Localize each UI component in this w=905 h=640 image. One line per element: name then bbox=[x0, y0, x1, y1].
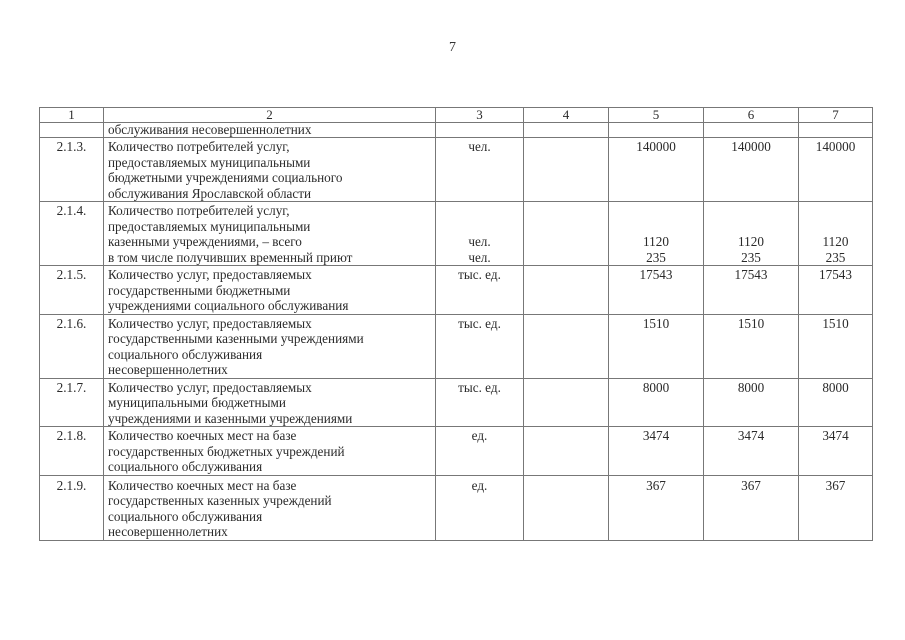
row-number: 2.1.9. bbox=[40, 475, 104, 540]
indicators-table bbox=[39, 107, 873, 541]
indicator-name bbox=[104, 314, 436, 378]
table-row bbox=[40, 266, 873, 315]
unit-cell-line: тыс. ед. bbox=[458, 379, 501, 395]
value-col7-line: 140000 bbox=[815, 139, 856, 154]
indicator-name-line: государственных казенных учреждений bbox=[108, 493, 332, 508]
value-col7 bbox=[799, 475, 873, 540]
value-col7 bbox=[799, 378, 873, 427]
indicator-name-line: государственными бюджетными bbox=[108, 282, 291, 298]
column-header: 6 bbox=[704, 108, 799, 123]
value-col7 bbox=[799, 202, 873, 266]
row-number: 2.1.4. bbox=[40, 202, 104, 266]
value-col6-line bbox=[708, 219, 794, 235]
indicator-name-line: Количество услуг, предоставляемых bbox=[108, 315, 312, 331]
row-number: 2.1.6. bbox=[40, 314, 104, 378]
value-col7-line bbox=[803, 203, 868, 219]
value-col6-line bbox=[708, 203, 794, 219]
value-col5-line: 8000 bbox=[642, 379, 670, 395]
indicator-name-line: государственных бюджетных учреждений bbox=[108, 443, 345, 459]
unit-cell bbox=[436, 202, 524, 266]
table-cell bbox=[524, 123, 609, 138]
value-col6-line: 3474 bbox=[737, 428, 765, 443]
indicator-name-line: несовершеннолетних bbox=[108, 524, 228, 539]
unit-cell-line: ед. bbox=[471, 477, 488, 493]
column-4-cell bbox=[524, 475, 609, 540]
indicator-name bbox=[104, 427, 436, 476]
value-col7-line: 17543 bbox=[819, 267, 852, 282]
unit-cell-line: чел. bbox=[468, 249, 491, 265]
column-header: 7 bbox=[799, 108, 873, 123]
indicator-name-line: социального обслуживания bbox=[108, 459, 263, 474]
indicator-name bbox=[104, 475, 436, 540]
value-col5 bbox=[609, 138, 704, 202]
indicator-name bbox=[104, 378, 436, 427]
value-col5-line bbox=[613, 203, 699, 219]
unit-cell-line: ед. bbox=[471, 428, 488, 443]
value-col6 bbox=[704, 314, 799, 378]
unit-cell bbox=[436, 427, 524, 476]
table-cell bbox=[704, 123, 799, 138]
column-4-cell bbox=[524, 202, 609, 266]
row-number: 2.1.3. bbox=[40, 138, 104, 202]
indicator-name-line: предоставляемых муниципальными bbox=[108, 218, 311, 234]
value-col6-line: 140000 bbox=[731, 139, 771, 154]
unit-cell-line bbox=[440, 203, 519, 219]
continuation-row bbox=[40, 123, 873, 138]
table-row bbox=[40, 314, 873, 378]
table-cell bbox=[40, 123, 104, 138]
table-cell bbox=[799, 123, 873, 138]
indicator-name bbox=[104, 138, 436, 202]
value-col5-line: 1510 bbox=[642, 315, 670, 331]
column-header: 3 bbox=[436, 108, 524, 123]
indicator-name-line: несовершеннолетних bbox=[108, 362, 228, 377]
unit-cell-line: чел. bbox=[468, 234, 491, 249]
value-col5-line: 367 bbox=[646, 477, 666, 493]
unit-cell-line: чел. bbox=[468, 139, 491, 154]
value-col5-line: 3474 bbox=[642, 428, 670, 443]
table-header-row bbox=[40, 108, 873, 123]
indicator-name bbox=[104, 202, 436, 266]
column-4-cell bbox=[524, 427, 609, 476]
value-col6 bbox=[704, 378, 799, 427]
value-col7-line: 367 bbox=[825, 477, 846, 493]
value-col7 bbox=[799, 138, 873, 202]
column-header: 4 bbox=[524, 108, 609, 123]
value-col6-line: 235 bbox=[741, 249, 761, 265]
continuation-text: обслуживания несовершеннолетних bbox=[104, 123, 436, 138]
indicator-name-line: обслуживания Ярославской области bbox=[108, 185, 312, 201]
indicator-name bbox=[104, 266, 436, 315]
indicator-name-line: государственными казенными учреждениями bbox=[108, 331, 364, 346]
value-col5-line: 235 bbox=[646, 249, 666, 265]
table-row bbox=[40, 138, 873, 202]
value-col7 bbox=[799, 427, 873, 476]
value-col7-line bbox=[803, 219, 868, 235]
unit-cell bbox=[436, 138, 524, 202]
unit-cell bbox=[436, 378, 524, 427]
row-number: 2.1.5. bbox=[40, 266, 104, 315]
value-col5 bbox=[609, 427, 704, 476]
unit-cell bbox=[436, 475, 524, 540]
page-number: 7 bbox=[449, 40, 456, 55]
value-col5 bbox=[609, 314, 704, 378]
indicator-name-line: в том числе получивших временный приют bbox=[108, 249, 353, 265]
unit-cell bbox=[436, 314, 524, 378]
table-row bbox=[40, 378, 873, 427]
indicator-name-line: социального обслуживания bbox=[108, 346, 263, 362]
indicator-name-line: Количество услуг, предоставляемых bbox=[108, 267, 312, 282]
value-col7 bbox=[799, 266, 873, 315]
value-col6-line: 8000 bbox=[737, 379, 765, 395]
column-4-cell bbox=[524, 314, 609, 378]
value-col6-line: 1120 bbox=[738, 234, 764, 249]
row-number: 2.1.8. bbox=[40, 427, 104, 476]
column-4-cell bbox=[524, 378, 609, 427]
row-number: 2.1.7. bbox=[40, 378, 104, 427]
value-col5-line: 1120 bbox=[643, 234, 669, 249]
unit-cell-line: тыс. ед. bbox=[458, 315, 501, 331]
indicator-name-line: казенными учреждениями, – всего bbox=[108, 234, 302, 249]
value-col6 bbox=[704, 475, 799, 540]
column-4-cell bbox=[524, 138, 609, 202]
indicator-name-line: учреждениями и казенными учреждениями bbox=[108, 410, 353, 426]
table-row bbox=[40, 202, 873, 266]
value-col6-line: 1510 bbox=[737, 315, 765, 331]
indicator-name-line: Количество услуг, предоставляемых bbox=[108, 379, 312, 395]
indicator-name-line: бюджетными учреждениями социального bbox=[108, 170, 343, 185]
value-col6-line: 17543 bbox=[734, 267, 768, 282]
value-col7-line: 235 bbox=[825, 249, 846, 265]
value-col7 bbox=[799, 314, 873, 378]
value-col5 bbox=[609, 475, 704, 540]
value-col5 bbox=[609, 378, 704, 427]
value-col6-line: 367 bbox=[741, 477, 761, 493]
indicator-name-line: учреждениями социального обслуживания bbox=[108, 298, 349, 313]
column-header: 5 bbox=[609, 108, 704, 123]
value-col5-line: 17543 bbox=[639, 267, 673, 282]
unit-cell-line: тыс. ед. bbox=[458, 267, 501, 282]
indicator-name-line: социального обслуживания bbox=[108, 508, 263, 524]
column-header: 2 bbox=[104, 108, 436, 123]
unit-cell bbox=[436, 266, 524, 315]
value-col5 bbox=[609, 202, 704, 266]
indicator-name-line: муниципальными бюджетными bbox=[108, 395, 286, 410]
value-col5 bbox=[609, 266, 704, 315]
indicator-name-line: предоставляемых муниципальными bbox=[108, 154, 311, 170]
indicator-name-line: Количество потребителей услуг, bbox=[108, 203, 290, 218]
table-cell bbox=[609, 123, 704, 138]
column-4-cell bbox=[524, 266, 609, 315]
value-col6 bbox=[704, 427, 799, 476]
table-cell bbox=[436, 123, 524, 138]
column-header: 1 bbox=[40, 108, 104, 123]
value-col7-line: 3474 bbox=[822, 428, 849, 443]
value-col7-line: 8000 bbox=[822, 379, 849, 395]
table-row bbox=[40, 475, 873, 540]
value-col7-line: 1510 bbox=[822, 315, 849, 331]
unit-cell-line bbox=[440, 219, 519, 235]
indicator-name-line: Количество потребителей услуг, bbox=[108, 139, 290, 154]
value-col7-line: 1120 bbox=[822, 234, 849, 249]
indicator-name-line: Количество коечных мест на базе bbox=[108, 477, 297, 493]
value-col5-line bbox=[613, 219, 699, 235]
value-col5-line: 140000 bbox=[636, 139, 676, 154]
indicator-name-line: Количество коечных мест на базе bbox=[108, 428, 297, 443]
value-col6 bbox=[704, 138, 799, 202]
table-row bbox=[40, 427, 873, 476]
value-col6 bbox=[704, 266, 799, 315]
value-col6 bbox=[704, 202, 799, 266]
